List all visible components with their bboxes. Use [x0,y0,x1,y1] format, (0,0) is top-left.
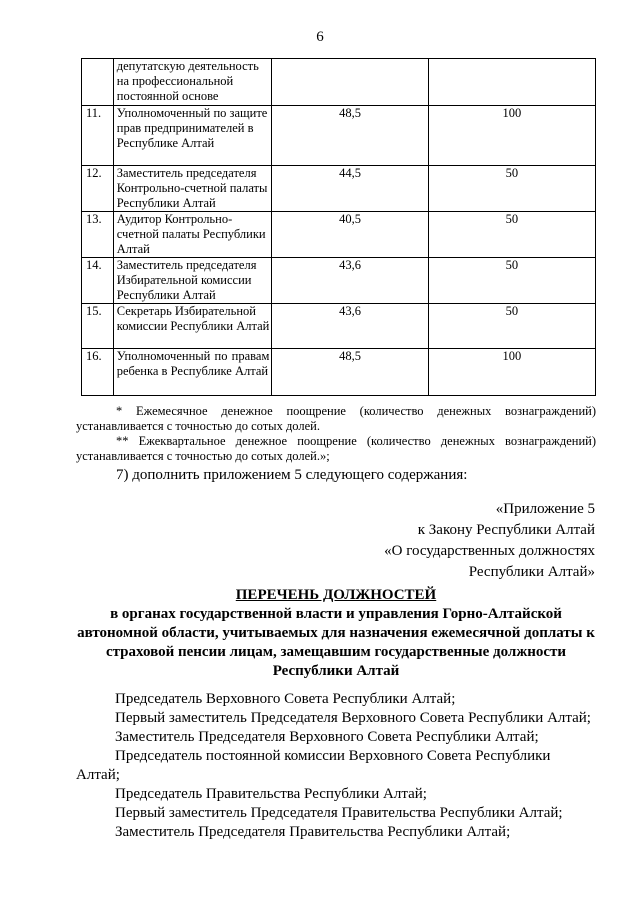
value-cell [272,59,429,106]
position-title: Уполномоченный по защите прав предпринимателей в Республике Алтай [113,106,272,166]
row-number [82,59,114,106]
value-cell: 48,5 [272,349,429,396]
row-number: 13. [82,212,114,258]
table-row [82,304,596,349]
position-title: депутатскую деятельность на профессиональной постоянной основе [113,59,272,106]
value-cell: 100 [428,349,595,396]
table-row [82,106,596,166]
list-item: Заместитель Председателя Верховного Совета Республики Алтай; [115,729,539,745]
list-item: Председатель постоянной комиссии Верховного Совета Республики Алтай; [76,748,551,783]
appendix-line: «Приложение 5 [495,501,595,517]
footnote-monthly: * Ежемесячное денежное поощрение (количество денежных вознаграждений) устанавливается с точностью до сотых долей. [76,404,596,433]
row-number: 16. [82,349,114,396]
heading-subtitle: в органах государственной власти и управления Горно-Алтайской автономной области, учитываемых для назначения ежемесячной доплаты к страховой пенсии лицам, замещавшим государственные должности Республики Алтай [77,606,595,679]
list-item: Первый заместитель Председателя Верховного Совета Республики Алтай; [115,710,591,726]
row-number: 15. [82,304,114,349]
list-item: Председатель Верховного Совета Республики Алтай; [115,691,456,707]
appendix-line: к Закону Республики Алтай [417,522,595,538]
value-cell: 44,5 [272,166,429,212]
value-cell [428,59,595,106]
value-cell: 50 [428,212,595,258]
position-title: Аудитор Контрольно-счетной палаты Республики Алтай [113,212,272,258]
position-title: Заместитель председателя Контрольно-счетной палаты Республики Алтай [113,166,272,212]
table-row [82,349,596,396]
heading-title: ПЕРЕЧЕНЬ ДОЛЖНОСТЕЙ [235,587,437,603]
footnotes [76,404,596,464]
list-heading [76,586,596,681]
positions-list [76,690,596,842]
table-row [82,258,596,304]
value-cell: 50 [428,166,595,212]
page-number: 6 [316,29,324,45]
value-cell: 43,6 [272,258,429,304]
table-row [82,212,596,258]
appendix-header [384,499,595,583]
list-item: Председатель Правительства Республики Алтай; [115,786,427,802]
position-title: Секретарь Избирательной комиссии Республики Алтай [113,304,272,349]
value-cell: 50 [428,304,595,349]
appendix-line: Республики Алтай» [468,564,595,580]
footnote-quarterly: ** Ежеквартальное денежное поощрение (количество денежных вознаграждений) устанавливается с точностью до сотых долей.»; [76,434,596,463]
position-title: Заместитель председателя Избирательной комиссии Республики Алтай [113,258,272,304]
value-cell: 43,6 [272,304,429,349]
positions-table [81,58,596,396]
position-title: Уполномоченный по правам ребенка в Республике Алтай [113,349,272,396]
value-cell: 48,5 [272,106,429,166]
value-cell: 50 [428,258,595,304]
value-cell: 40,5 [272,212,429,258]
amendment-text: 7) дополнить приложением 5 следующего содержания: [116,467,468,483]
appendix-line: «О государственных должностях [384,543,595,559]
table-row [82,166,596,212]
value-cell: 100 [428,106,595,166]
row-number: 11. [82,106,114,166]
row-number: 14. [82,258,114,304]
row-number: 12. [82,166,114,212]
table-row [82,59,596,106]
list-item: Заместитель Председателя Правительства Республики Алтай; [115,824,511,840]
list-item: Первый заместитель Председателя Правительства Республики Алтай; [115,805,563,821]
